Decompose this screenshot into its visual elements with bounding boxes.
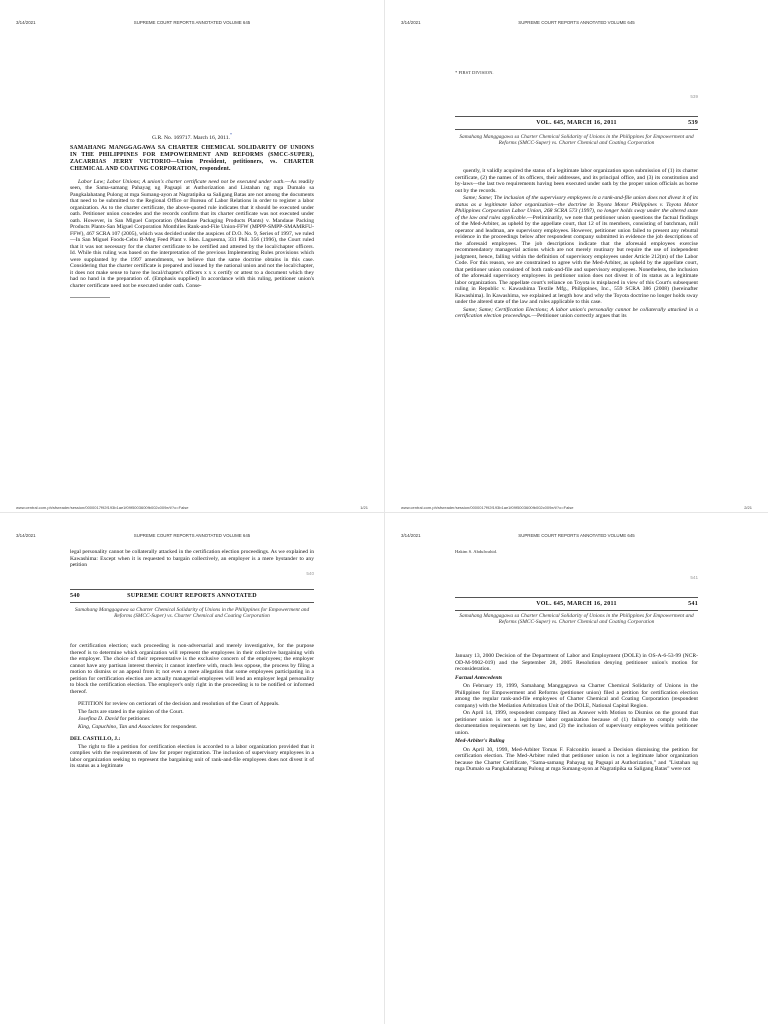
footnote-ref[interactable]: *	[229, 132, 232, 137]
footnote: * FIRST DIVISION.	[455, 70, 494, 75]
running-title: SUPREME COURT REPORTS ANNOTATED VOLUME 645	[518, 20, 635, 25]
print-date: 3/14/2021	[401, 20, 421, 25]
print-date: 3/14/2021	[16, 20, 36, 25]
case-caption: SAMAHANG MANGGAGAWA SA CHARTER CHEMICAL SOLIDARITY OF UNIONS IN THE PHILIPPINES FOR EMPOWERMENT AND REFORMS (SMCC-SUPER), ZACARRIAS JERRY VICTORIO—Union President, petitioners, vs. CHARTER CHEMICAL AND COATING CORPORATION, respondent.	[70, 145, 314, 172]
section-heading: Factual Antecedents	[455, 674, 503, 681]
volume-heading: VOL. 645, MARCH 16, 2011 541	[455, 597, 698, 611]
case-subheading: Samahang Manggagawa sa Charter Chemical Solidarity of Unions in the Philippines for Empowerment and Reforms (SMCC-Super) vs. Charter Chemical and Coating Corporation	[459, 613, 694, 626]
running-title: SUPREME COURT REPORTS ANNOTATED VOLUME 645	[133, 533, 251, 538]
page-body	[455, 168, 698, 321]
body-paragraph: legal personality cannot be collaterally attacked in the certification election proceedings. As we explained in Kawashima: Except when it is requested to bargain collectively, an employer is a mere bystander to any petition	[70, 549, 314, 568]
body-paragraph: On April 14, 1999, respondent company filed an Answer with Motion to Dismiss on the ground that petitioner union is not a legitimate labor organization because of (1) failure to comply with the documentation requirements set by law, and (2) the inclusion of supervisory employees within petitioner union.	[455, 710, 698, 736]
running-title: SUPREME COURT REPORTS ANNOTATED VOLUME 645	[518, 533, 635, 538]
page-number: 1/21	[360, 505, 368, 510]
divider	[70, 297, 110, 298]
counsel-line: King, Capuchino, Tan and Associates for respondent.	[78, 723, 198, 730]
syllabus-paragraph: Same; Same; The inclusion of the supervisory employees in a rank-and-file union does not divest it of its status as a legitimate labor organization—the doctrine in Toyota Motor Philippines v. Toyota Motor Philippines Corporation Labor Union, 268 SCRA 573 (1997), no longer holds sway under the altered state of the law and rules applicable.—Preliminarily, we note that petitioner union questions the factual findings of the Med-Arbiter, as upheld by the appellate court, that 12 of its members, consisting of batchman, mill operator and leadman, are supervisory employees. However, petitioner union failed to present any rebuttal evidence in the proceedings below after respondent company submitted in evidence the job descriptions of the aforesaid employees. The job descriptions indicate that the aforesaid employees exercise recommendatory managerial actions which are not merely routinary but require the use of independent judgment, hence, falling within the definition of supervisory employees under Article 212(m) of the Labor Code. For this reason, we are constrained to agree with the Med-Arbiter, as upheld by the appellate court, that petitioner union consisted of both rank-and-file and supervisory employees. Nonetheless, the inclusion of the aforesaid supervisory employees in petitioner union does not divest it of its status as a legitimate labor organization. The appellate court's reliance on Toyota is misplaced in view of this Court's subsequent ruling in Republic v. Kawashima Textile Mfg., Philippines, Inc., 559 SCRA 386 (2008) (hereinafter Kawashima). In Kawashima, we explained at length how and why the Toyota doctrine no longer holds sway under the altered state of the law and rules applicable to this case.	[455, 195, 698, 305]
document-page-1	[0, 0, 384, 512]
small-page-number: 540	[306, 571, 314, 576]
case-subheading: Samahang Manggagawa sa Charter Chemical Solidarity of Unions in the Philippines for Empowerment and Reforms (SMCC-Super) vs. Charter Chemical and Coating Corporation	[74, 607, 310, 620]
document-page-3	[0, 512, 384, 1024]
body-paragraph: quently, it validly acquired the status of a legitimate labor organization upon submission of (1) its charter certificate, (2) the names of its officers, their addresses, and its principal office, and (3) its constitution and by-laws—the last two requirements having been executed under oath by the proper union officials as borne out by the records.	[455, 168, 698, 194]
body-paragraph: On February 19, 1999, Samahang Manggagawa sa Charter Chemical Solidarity of Unions in the Philippines for Empowerment and Reforms (petitioner union) filed a petition for certification election among the regular rank-and-file employees of Charter Chemical and Coating Corporation (respondent company) with the Mediation Arbitration Unit of the DOLE, National Capital Region.	[455, 683, 698, 709]
petition-line: PETITION for review on certiorari of the decision and resolution of the Court of Appeals.	[78, 701, 280, 707]
small-page-number: 541	[690, 575, 698, 580]
print-date: 3/14/2021	[401, 533, 421, 538]
running-title: SUPREME COURT REPORTS ANNOTATED VOLUME 645	[133, 20, 251, 25]
page-body	[70, 643, 314, 771]
case-subheading: Samahang Manggagawa sa Charter Chemical Solidarity of Unions in the Philippines for Empowerment and Reforms (SMCC-Super) vs. Charter Chemical and Coating Corporation	[459, 134, 694, 147]
section-heading: Med-Arbiter's Ruling	[455, 738, 505, 744]
gr-number: G.R. No. 169717. March 16, 2011.*	[152, 132, 232, 141]
source-url[interactable]: www.central.com.ph/sfsreader/session/0000017f92f193b1ae1f09f5003600fb002c009e/t/?o=False	[401, 505, 574, 510]
small-page-number: 539	[690, 94, 698, 99]
page-body	[455, 653, 698, 774]
body-paragraph: January 13, 2000 Decision of the Department of Labor and Employment (DOLE) in OS-A-6-53-99 (NCR-OD-M-9902-019) and the September 28, 2005 Resolution denying petitioner union's motion for reconsideration.	[455, 653, 698, 672]
document-page-4	[384, 512, 768, 1024]
document-page-2	[384, 0, 768, 512]
body-paragraph: On April 30, 1999, Med-Arbiter Tomas F. Falconitin issued a Decision dismissing the petition for certification election. The Med-Arbiter ruled that petitioner union is not a legitimate labor organization because the Charter Certificate, "Sama-samang Pahayag ng Pagsapi at Authorization," and "Listahan ng mga Dumalo sa Pangkalahatang Pulong at mga Sumang-ayon at Nagratipika sa Saligang Batas" were not	[455, 746, 698, 772]
print-date: 3/14/2021	[16, 533, 36, 538]
page-number: 2/21	[744, 505, 752, 510]
body-paragraph: The right to file a petition for certification election is accorded to a labor organization provided that it complies with the requirements of law for proper registration. The inclusion of supervisory employees in a labor organization seeking to represent the bargaining unit of rank-and-file employees does not divest it of its status as a legitimate	[70, 743, 314, 769]
quoted-paragraph: for certification election; such proceeding is non-adversarial and merely investigative, for the purpose thereof is to determine which organization will represent the employees in their collective bargaining with the employer. The choice of their representative is the exclusive concern of the employees; the employer cannot have any partisan interest therein; it cannot interfere with, much less oppose, the process by filing a motion to dismiss or an appeal from it; not even a mere allegation that some employees participating in a petition for certification election are actually managerial employees will lend an employer legal personality to block the certification election. The employer's only right in the proceeding is to be notified or informed thereof.	[70, 643, 314, 695]
volume-heading: 540 SUPREME COURT REPORTS ANNOTATED	[70, 589, 314, 603]
syllabus-paragraph: Same; Same; Certification Elections; A labor union's personality cannot be collaterally attacked in a certification election proceedings.—Petitioner union correctly argues that its	[455, 306, 698, 319]
source-url[interactable]: www.central.com.ph/sfsreader/session/0000017f92f193b1ae1f09f5003600fb002c009e/t/?o=False	[16, 505, 189, 510]
top-line: Hakim S. Abdulwahid.	[455, 549, 498, 554]
top-body	[70, 549, 314, 570]
page-body	[70, 132, 314, 298]
volume-heading: VOL. 645, MARCH 16, 2011 539	[455, 116, 698, 130]
syllabus-paragraph: Labor Law; Labor Unions; A union's charter certificate need not be executed under oath.—As readily seen, the Sama-samang Pahayag ng Pagsapi at Authorization and Listahan ng mga Dumalo sa Pangkalahatang Pulong at mga Sumang-ayon at Nagratipika sa Saligang Batas are not among the documents that need to be submitted to the Regional Office or Bureau of Labor Relations in order to register a labor organization. As to the charter certificate, the above-quoted rule indicates that it should be executed under oath. Petitioner union concedes and the records confirm that its charter certificate was not executed under oath. However, in San Miguel Corporation (Mandaue Packaging Products Plants) v. Mandaue Packing Products Plants-San Miguel Corporation Monthlies Rank-and-File Union-FFW (MPPP-SMPP-SMAMRFU-FFW), 467 SCRA 107 (2005), which was decided under the auspices of D.O. No. 9, Series of 1997, we ruled—In San Miguel Foods-Cebu B-Meg Feed Plant v. Hon. Laguesma, 331 Phil. 356 (1996), the Court ruled that it was not necessary for the charter certificate to be certified and attested by the local/chapter officers. Id. While this ruling was based on the interpretation of the previous Implementing Rules provisions which were supplanted by the 1997 amendments, we believe that the same doctrine obtains in this case. Considering that the charter certificate is prepared and issued by the national union and not the local/chapter, it does not make sense to have the local/chapter's officers x x x certify or attest to a document which they had no hand in the preparation of. (Emphasis supplied) In accordance with this ruling, petitioner union's charter certificate need not be executed under oath. Conse-	[70, 178, 314, 289]
ponente: DEL CASTILLO, J.:	[70, 736, 121, 742]
counsel-line: Josefina D. David for petitioner.	[78, 716, 151, 722]
facts-line: The facts are stated in the opinion of the Court.	[78, 708, 184, 715]
